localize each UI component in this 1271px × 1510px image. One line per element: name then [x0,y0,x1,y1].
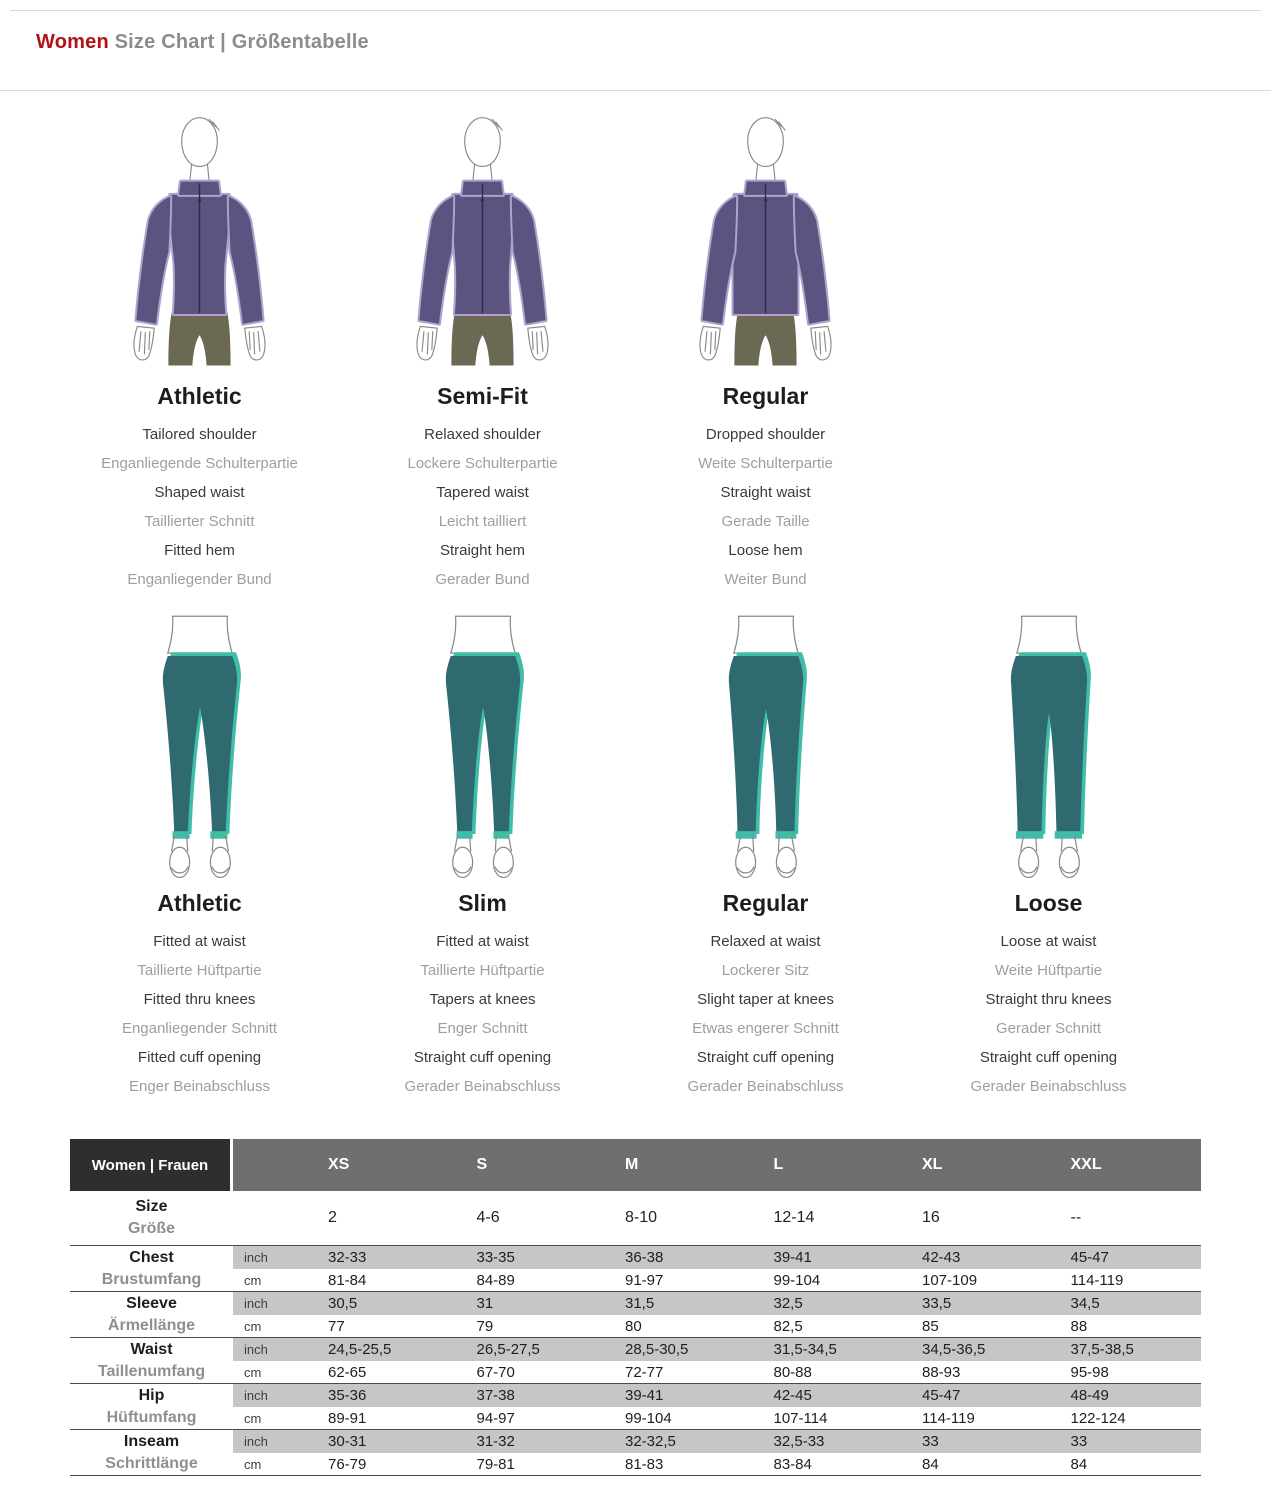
row-label-inseam: Inseam [123,1432,180,1450]
table-cell: 107-114 [773,1409,828,1427]
table-cell: 34,5 [1053,1292,1202,1315]
row-label-waist: Waist [130,1340,173,1358]
pant-fits-section [0,612,1271,1101]
table-cell: 114-119 [1070,1271,1124,1289]
table-cell: 31 [459,1292,608,1315]
fit-feature-de: Taillierte Hüftpartie [137,962,262,979]
table-cell: 30,5 [310,1292,459,1315]
fit-feature-de: Enganliegender Schnitt [121,1020,278,1037]
table-cell: 39-41 [756,1246,905,1269]
fit-features [624,927,907,1101]
table-cell: 2 [328,1209,337,1226]
table-cell: 67-70 [476,1363,515,1381]
fit-feature-en: Tailored shoulder [142,426,257,443]
fit-feature-en: Tapers at knees [429,991,536,1008]
row-label-schrittlaenge: Schrittlänge [105,1455,198,1472]
table-cell: -- [1070,1209,1082,1226]
table-cell: 24,5-25,5 [310,1338,459,1361]
pant-fit-loose [907,612,1190,1101]
row-label-chest: Chest [129,1248,174,1266]
page-title-women: Women [36,31,109,53]
fit-feature-en: Loose hem [728,542,803,559]
fit-features [341,927,624,1101]
row-label-hip: Hip [138,1386,165,1404]
table-cell: 84 [1070,1455,1088,1473]
table-cell: 77 [328,1317,345,1335]
pants-athletic-illustration [58,612,341,878]
table-row-waist-inch [70,1338,1201,1361]
fit-feature-de: Gerade Taille [721,513,810,530]
unit-cell: cm [244,1318,262,1334]
pant-fit-regular [624,612,907,1101]
fit-feature-de: Gerader Beinabschluss [970,1078,1127,1095]
fit-feature-en: Relaxed at waist [710,933,821,950]
table-cell: 32-32,5 [607,1430,756,1453]
table-cell: 99-104 [773,1271,821,1289]
jacket-fit-empty [907,113,1190,594]
page-title [36,31,1235,54]
unit-cell: cm [244,1272,262,1288]
fit-feature-de: Enger Schnitt [437,1020,528,1037]
table-cell: 32,5 [756,1292,905,1315]
row-label-sleeve: Sleeve [126,1294,177,1312]
unit-cell: inch [233,1430,310,1453]
row-label-en: Size [135,1198,168,1216]
pant-fit-slim [341,612,624,1101]
size-col-xxl: XXL [1053,1139,1202,1191]
pant-fit-athletic [58,612,341,1101]
fit-title: Loose [1014,890,1083,916]
table-cell: 32-33 [310,1246,459,1269]
fit-feature-en: Fitted cuff opening [137,1049,262,1066]
unit-cell: cm [244,1410,262,1426]
unit-cell: inch [233,1338,310,1361]
fit-title: Slim [458,890,507,916]
table-cell: 34,5-36,5 [904,1338,1053,1361]
table-cell: 80-88 [773,1363,812,1381]
table-cell: 26,5-27,5 [459,1338,608,1361]
table-cell: 88 [1070,1317,1088,1335]
table-cell: 42-43 [904,1246,1053,1269]
page-title-rest: Size Chart | Größentabelle [114,31,369,53]
fit-title: Athletic [157,890,242,916]
size-col-xs: XS [310,1139,459,1191]
table-row-inseam-inch [70,1430,1201,1453]
table-cell: 33 [904,1430,1053,1453]
table-cell: 31-32 [459,1430,608,1453]
table-cell: 33,5 [904,1292,1053,1315]
table-row-size [70,1191,1201,1246]
fit-title: Regular [722,383,809,409]
fit-feature-en: Fitted hem [164,542,235,559]
table-cell: 89-91 [328,1409,367,1427]
fit-feature-de: Lockere Schulterpartie [407,455,558,472]
table-cell: 62-65 [328,1363,367,1381]
unit-cell: cm [244,1364,262,1380]
table-cell: 12-14 [773,1209,815,1226]
table-cell: 79-81 [476,1455,515,1473]
fit-feature-de: Weiter Bund [724,571,807,588]
unit-cell: inch [233,1292,310,1315]
row-label-aermellaenge: Ärmellänge [107,1317,196,1334]
row-label-brustumfang: Brustumfang [101,1271,202,1288]
table-cell: 85 [922,1317,939,1335]
table-cell: 16 [922,1209,940,1226]
fit-feature-en: Loose at waist [1000,933,1097,950]
fit-feature-en: Straight hem [439,542,526,559]
jacket-fit-regular [624,113,907,594]
row-label-taillenumfang: Taillenumfang [97,1363,206,1380]
table-row-hip-cm [70,1407,1201,1430]
fit-feature-en: Dropped shoulder [705,426,826,443]
fit-features [58,420,341,594]
fit-feature-en: Straight waist [720,484,811,501]
size-col-xl: XL [904,1139,1053,1191]
size-col-l: L [756,1139,905,1191]
fit-feature-de: Taillierter Schnitt [144,513,255,530]
table-cell: 36-38 [607,1246,756,1269]
table-cell: 99-104 [625,1409,672,1427]
jacket-fits-section [0,113,1271,594]
fit-title: Semi-Fit [437,383,528,409]
size-col-s: S [459,1139,608,1191]
jacket-fit-semifit [341,113,624,594]
table-header-row [70,1139,1201,1191]
table-cell: 8-10 [625,1209,658,1226]
fit-feature-en: Straight thru knees [985,991,1112,1008]
pants-loose-illustration [907,612,1190,878]
table-cell: 91-97 [625,1271,664,1289]
table-cell: 33 [1053,1430,1202,1453]
size-table [70,1139,1201,1476]
jacket-regular-illustration [624,113,907,371]
table-cell: 83-84 [773,1455,812,1473]
size-col-m: M [607,1139,756,1191]
unit-cell [233,1191,310,1245]
fit-feature-de: Taillierte Hüftpartie [420,962,545,979]
jacket-semifit-illustration [341,113,624,371]
fit-feature-de: Weite Hüftpartie [994,962,1103,979]
fit-feature-en: Fitted at waist [436,933,529,950]
table-cell: 114-119 [922,1409,975,1427]
fit-feature-en: Straight cuff opening [696,1049,835,1066]
table-cell: 4-6 [476,1209,500,1226]
table-row-hip-inch [70,1384,1201,1407]
pants-regular-illustration [624,612,907,878]
table-cell: 82,5 [773,1317,803,1335]
fit-feature-de: Gerader Beinabschluss [404,1078,561,1095]
fit-feature-de: Leicht tailliert [438,513,527,530]
fit-feature-de: Enganliegende Schulterpartie [101,455,298,472]
table-cell: 45-47 [904,1384,1053,1407]
table-cell: 84-89 [476,1271,515,1289]
size-chart-page [0,10,1271,1476]
fit-features [58,927,341,1101]
table-row-chest-cm [70,1269,1201,1292]
table-cell: 84 [922,1455,939,1473]
fit-title: Athletic [157,383,242,409]
table-cell: 37-38 [459,1384,608,1407]
table-cell: 31,5-34,5 [756,1338,905,1361]
fit-feature-de: Weite Schulterpartie [698,455,833,472]
table-cell: 30-31 [310,1430,459,1453]
fit-feature-en: Straight cuff opening [413,1049,552,1066]
table-cell: 81-83 [625,1455,664,1473]
table-cell: 107-109 [922,1271,978,1289]
fit-feature-en: Tapered waist [436,484,529,501]
page-header [0,11,1271,91]
fit-features [624,420,907,594]
table-cell: 88-93 [922,1363,961,1381]
table-unit-column-header [233,1139,310,1191]
fit-feature-en: Shaped waist [154,484,245,501]
table-cell: 39-41 [607,1384,756,1407]
table-row-inseam-cm [70,1453,1201,1476]
table-cell: 79 [476,1317,494,1335]
table-cell: 45-47 [1053,1246,1202,1269]
table-cell: 28,5-30,5 [607,1338,756,1361]
table-cell: 72-77 [625,1363,664,1381]
row-label-size [70,1191,233,1245]
fit-feature-de: Gerader Beinabschluss [687,1078,844,1095]
table-cell: 80 [625,1317,642,1335]
fit-feature-de: Gerader Schnitt [995,1020,1102,1037]
jacket-athletic-illustration [58,113,341,371]
row-label-de: Größe [127,1220,176,1237]
fit-feature-de: Enger Beinabschluss [129,1078,270,1095]
row-label-hueftumfang: Hüftumfang [106,1409,197,1426]
table-cell: 31,5 [607,1292,756,1315]
fit-title: Regular [722,890,809,916]
table-cell: 35-36 [310,1384,459,1407]
table-cell: 33-35 [459,1246,608,1269]
table-cell: 95-98 [1070,1363,1109,1381]
jacket-fit-athletic [58,113,341,594]
fit-feature-en: Slight taper at knees [697,991,834,1008]
fit-feature-de: Etwas engerer Schnitt [692,1020,839,1037]
table-cell: 48-49 [1053,1384,1202,1407]
table-row-sleeve-inch [70,1292,1201,1315]
unit-cell: inch [233,1246,310,1269]
table-row-sleeve-cm [70,1315,1201,1338]
fit-feature-en: Fitted at waist [153,933,246,950]
table-cell: 32,5-33 [756,1430,905,1453]
table-cell: 76-79 [328,1455,367,1473]
table-cell: 37,5-38,5 [1053,1338,1202,1361]
fit-feature-en: Fitted thru knees [143,991,256,1008]
fit-features [907,927,1190,1101]
unit-cell: cm [244,1456,262,1472]
table-row-waist-cm [70,1361,1201,1384]
table-cell: 122-124 [1070,1409,1126,1427]
fit-feature-de: Gerader Bund [435,571,530,588]
table-cell: 94-97 [476,1409,515,1427]
table-cell: 81-84 [328,1271,367,1289]
fit-feature-en: Straight cuff opening [979,1049,1118,1066]
unit-cell: inch [233,1384,310,1407]
table-corner-label: Women | Frauen [70,1139,233,1191]
pants-slim-illustration [341,612,624,878]
table-cell: 42-45 [756,1384,905,1407]
table-row-chest-inch [70,1246,1201,1269]
fit-features [341,420,624,594]
fit-feature-de: Lockerer Sitz [721,962,810,979]
fit-feature-de: Enganliegender Bund [127,571,272,588]
fit-feature-en: Relaxed shoulder [424,426,541,443]
